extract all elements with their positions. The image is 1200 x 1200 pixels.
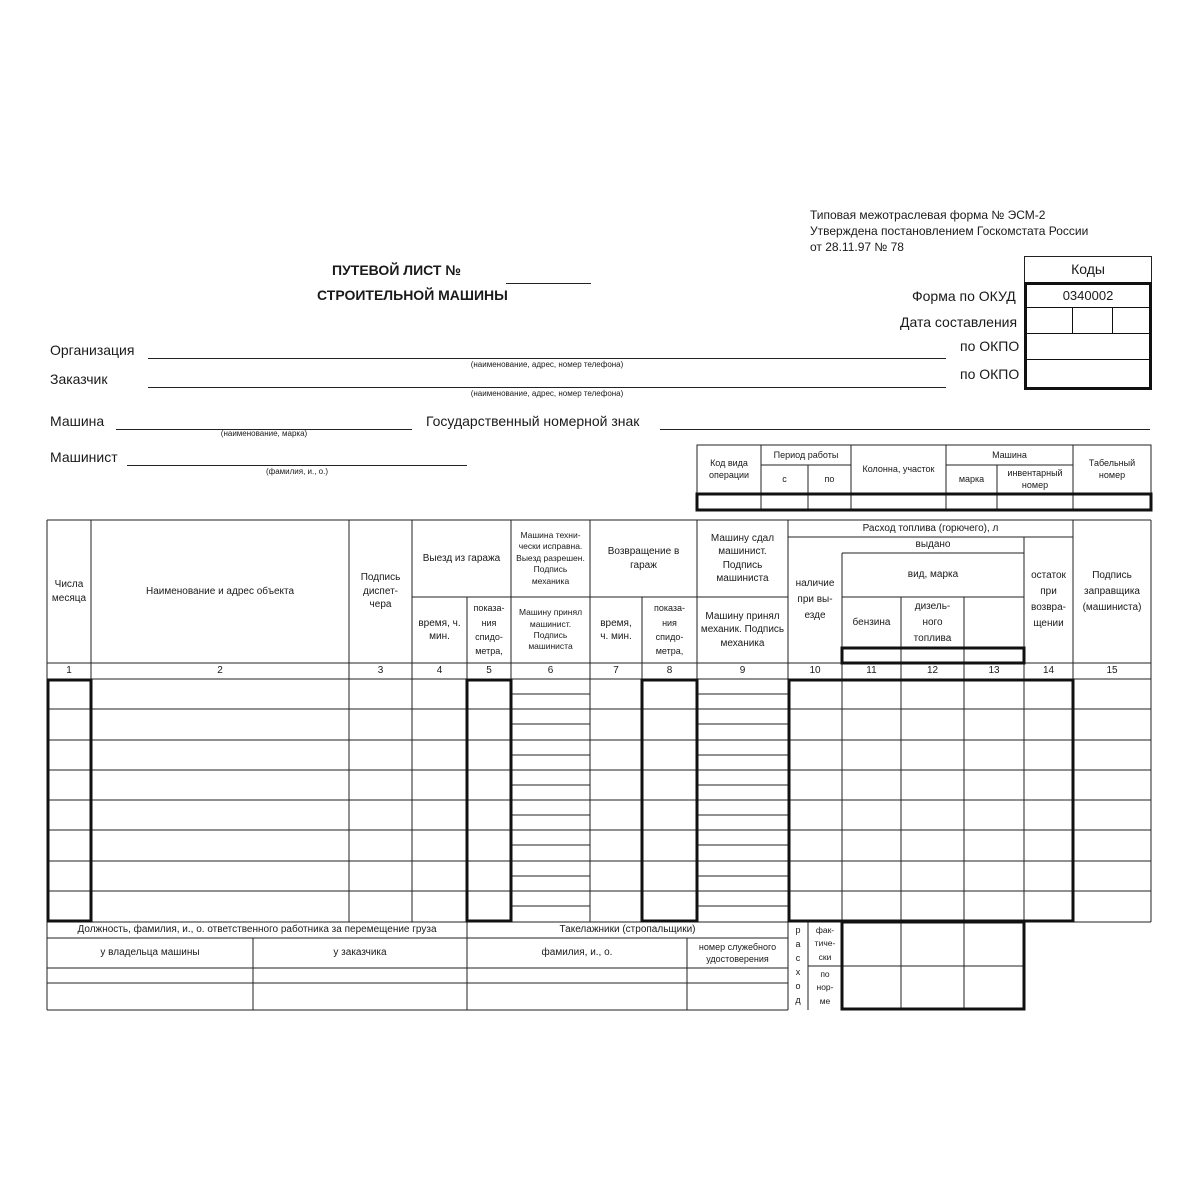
- customer-label: Заказчик: [50, 371, 108, 387]
- machine-hint: (наименование, марка): [220, 429, 308, 438]
- exit-header: Выезд из гаража: [422, 552, 501, 564]
- expense-label: р а с х о д: [795, 925, 801, 1005]
- col-number: 5: [486, 665, 492, 677]
- by-norm-label: по нор-ме: [816, 969, 834, 1006]
- period-header: Период работы: [773, 449, 839, 460]
- okud-code: 0340002: [1062, 288, 1114, 303]
- col-header-2: Наименование и адрес объекта: [145, 585, 295, 597]
- op-code-header: Код вида операции: [708, 457, 750, 480]
- op-code-field[interactable]: [700, 497, 760, 508]
- okud-label: Форма по ОКУД: [912, 288, 1016, 304]
- operator-label: Машинист: [50, 449, 118, 465]
- col-number: 15: [1106, 665, 1118, 677]
- col-header-6-bottom: Машину принял машинист. Подпись машиниста: [518, 607, 583, 652]
- col-header-15: Подпись заправщика (машиниста): [1082, 569, 1142, 613]
- return-header: Возвращение в гараж: [607, 546, 680, 571]
- inventory-header: инвентарный номер: [1007, 467, 1063, 490]
- col-header-6-top: Машина техни-чески исправна. Выезд разрешен. Подпись механика: [516, 529, 585, 586]
- page-title: ПУТЕВОЙ ЛИСТ №: [332, 262, 461, 278]
- col-number: 1: [66, 665, 72, 677]
- inventory-field[interactable]: [999, 497, 1072, 508]
- col-number: 11: [866, 665, 877, 677]
- footer-signature-rows[interactable]: [48, 969, 787, 1009]
- fuel-header: Расход топлива (горючего), л: [862, 522, 999, 534]
- okpo-label-1: по ОКПО: [960, 338, 1020, 354]
- col-header-3: Подпись диспет-чера: [360, 572, 401, 611]
- actual-label: фак-тиче-ски: [814, 925, 836, 962]
- col-number: 6: [547, 665, 554, 677]
- col-header-11: бензина: [852, 616, 891, 628]
- brand-header: марка: [958, 473, 985, 484]
- operator-hint: (фамилия, и., о.): [265, 467, 329, 476]
- page-subtitle: СТРОИТЕЛЬНОЙ МАШИНЫ: [317, 287, 508, 303]
- tab-number-header: Табельный номер: [1088, 457, 1136, 480]
- responsible-header: Должность, фамилия, и., о. ответственного работника за перемещение груза: [77, 924, 437, 936]
- col-header-1: Числа месяца: [51, 579, 87, 604]
- col-number: 13: [988, 665, 1000, 677]
- col-header-10: наличие при вы-езде: [795, 578, 835, 621]
- col-number: 14: [1042, 665, 1055, 677]
- period-from-header: с: [782, 473, 787, 484]
- period-from-field[interactable]: [763, 497, 807, 508]
- date-label: Дата составления: [900, 314, 1018, 330]
- col-number: 8: [666, 665, 673, 677]
- riggers-header: Такелажники (стропальщики): [559, 924, 696, 936]
- codes-header: Коды: [1071, 261, 1105, 277]
- col-header-12: дизель-ного топлива: [913, 600, 952, 644]
- col-header-7: время, ч. мин.: [600, 617, 632, 642]
- col-header-14: остаток при возвра-щении: [1031, 570, 1066, 629]
- trip-entries-area[interactable]: [48, 680, 1150, 921]
- okpo-label-2: по ОКПО: [960, 366, 1020, 382]
- fuel-brand-header: вид, марка: [907, 569, 959, 581]
- column-field[interactable]: [853, 497, 945, 508]
- col-header-9-top: Машину сдал машинист. Подпись машиниста: [710, 532, 775, 584]
- col-number: 12: [926, 665, 939, 677]
- machine-header: Машина: [992, 449, 1027, 460]
- tab-number-field[interactable]: [1075, 497, 1149, 508]
- id-number-header: номер служебного удостоверения: [698, 941, 777, 964]
- col-number: 9: [739, 665, 746, 677]
- col-header-8: показа-ния спидо-метра,: [653, 603, 686, 657]
- col-header-4: время, ч. мин.: [418, 617, 461, 642]
- organization-hint: (наименование, адрес, номер телефона): [470, 360, 624, 369]
- form-approval-line: Утверждена постановлением Госкомстата России: [810, 224, 1089, 238]
- period-to-header: по: [824, 473, 835, 484]
- col-number: 4: [436, 665, 443, 677]
- customer-hint: (наименование, адрес, номер телефона): [470, 389, 624, 398]
- form-date-line: от 28.11.97 № 78: [810, 240, 904, 254]
- issued-header: выдано: [915, 539, 951, 551]
- col-header-5: показа-ния спидо-метра,: [473, 603, 505, 657]
- rigger-name-header: фамилия, и., о.: [541, 947, 613, 959]
- form-type-line: Типовая межотраслевая форма № ЭСМ-2: [810, 208, 1046, 222]
- plate-label: Государственный номерной знак: [426, 413, 640, 429]
- fuel-expense-cells[interactable]: [845, 925, 1021, 1007]
- brand-field[interactable]: [948, 497, 996, 508]
- col-number: 7: [613, 665, 619, 677]
- machine-label: Машина: [50, 413, 105, 429]
- col-number: 2: [217, 665, 223, 677]
- col-number: 10: [809, 665, 821, 677]
- col-header-9-bottom: Машину принял механик. Подпись механика: [700, 610, 785, 649]
- owner-header: у владельца машины: [100, 947, 200, 959]
- organization-label: Организация: [50, 342, 135, 358]
- col-number: 3: [377, 665, 384, 677]
- period-to-field[interactable]: [810, 497, 850, 508]
- customer-footer-header: у заказчика: [333, 947, 387, 959]
- column-header: Колонна, участок: [862, 463, 935, 474]
